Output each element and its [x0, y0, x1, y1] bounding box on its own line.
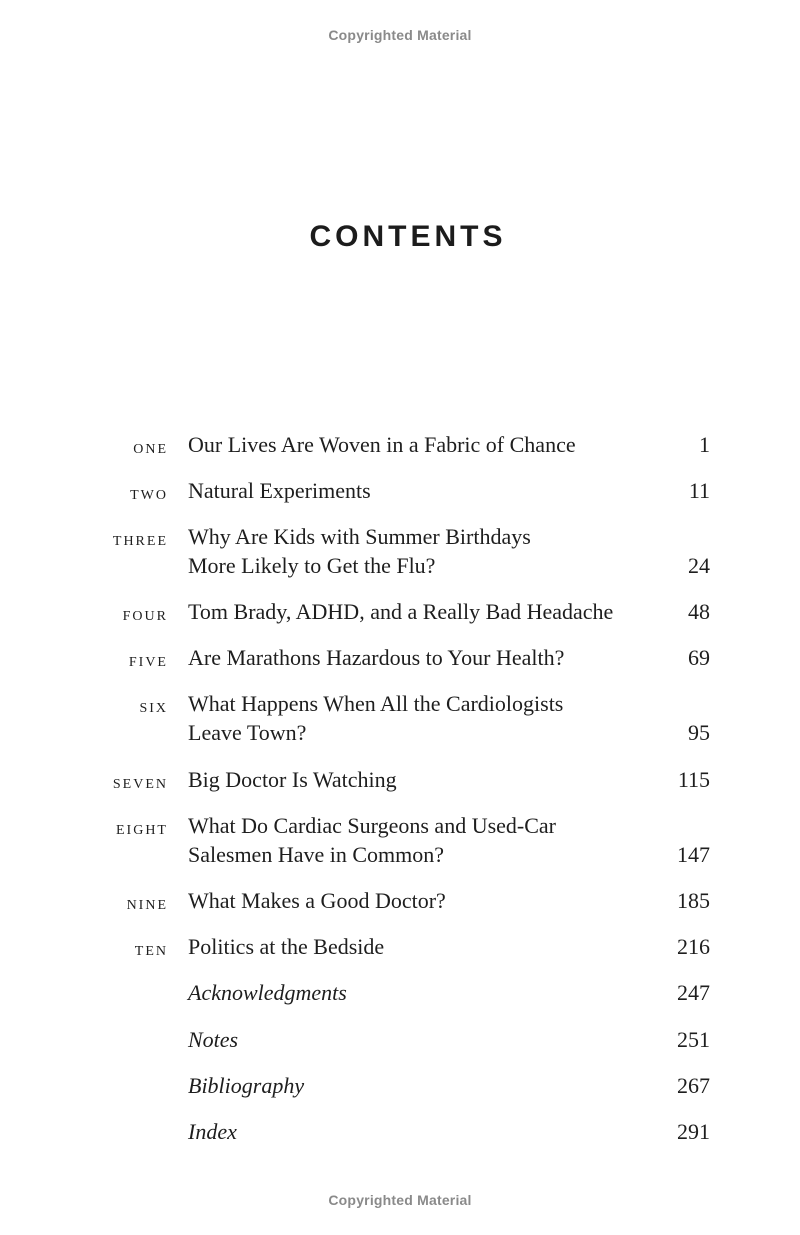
chapter-number: eight [116, 817, 168, 839]
chapter-number: ten [134, 938, 168, 960]
chapter-title-continued: Salesmen Have in Common? [188, 842, 445, 867]
back-matter-title: Index [188, 1119, 237, 1144]
page-number: 69 [688, 645, 710, 670]
page-number: 115 [677, 767, 710, 792]
chapter-number: three [112, 528, 168, 550]
page-number: 291 [677, 1119, 710, 1144]
back-matter-title: Notes [188, 1027, 239, 1052]
page-title: CONTENTS [309, 220, 507, 253]
chapter-title: Our Lives Are Woven in a Fabric of Chance [188, 432, 576, 457]
page-number: 216 [677, 934, 710, 959]
watermark-bottom: Copyrighted Material [328, 1192, 472, 1208]
chapter-title: Why Are Kids with Summer Birthdays [188, 524, 531, 549]
chapter-number: six [139, 695, 168, 717]
page-number: 147 [677, 842, 710, 867]
chapter-title: Big Doctor Is Watching [188, 767, 397, 792]
page-number: 251 [677, 1027, 710, 1052]
page-number: 247 [677, 980, 710, 1005]
watermark-top: Copyrighted Material [328, 27, 472, 43]
chapter-title: What Do Cardiac Surgeons and Used-Car [188, 813, 556, 838]
chapter-title: What Happens When All the Cardiologists [188, 691, 564, 716]
chapter-title: Are Marathons Hazardous to Your Health? [188, 645, 565, 670]
page-number: 11 [688, 478, 710, 503]
chapter-title-continued: Leave Town? [188, 720, 307, 745]
chapter-number: two [130, 482, 168, 504]
page-number: 48 [688, 599, 710, 624]
page-number: 24 [688, 553, 710, 578]
chapter-title-continued: More Likely to Get the Flu? [188, 553, 436, 578]
chapter-title: Politics at the Bedside [188, 934, 385, 959]
back-matter-title: Acknowledgments [188, 980, 347, 1005]
chapter-number: four [122, 603, 168, 625]
page-number: 185 [677, 888, 710, 913]
chapter-title: What Makes a Good Doctor? [188, 888, 446, 913]
page-number: 267 [677, 1073, 710, 1098]
page-number: 95 [688, 720, 710, 745]
chapter-title: Tom Brady, ADHD, and a Really Bad Headache [188, 599, 614, 624]
chapter-number: five [128, 649, 168, 671]
page-number: 1 [699, 432, 710, 457]
chapter-title: Natural Experiments [188, 478, 371, 503]
back-matter-title: Bibliography [188, 1073, 305, 1098]
chapter-number: one [133, 436, 168, 458]
chapter-number: seven [112, 771, 168, 793]
chapter-number: nine [126, 892, 168, 914]
